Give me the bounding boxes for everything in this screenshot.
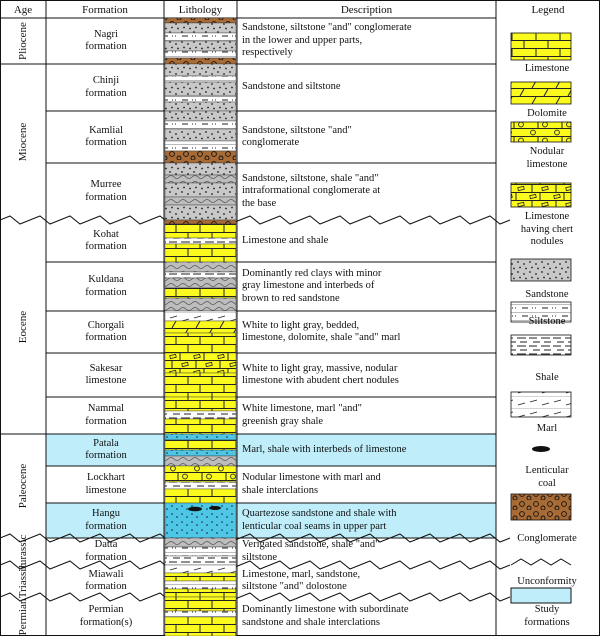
legend-swatch-dolomite [511,82,571,104]
lithology-layer-sandstone [165,102,236,111]
age-label: Permian [17,598,29,635]
coal-lens [532,446,550,452]
lithology-layer-limestone [165,617,236,636]
legend-label: Nodular limestone [526,146,568,170]
lithology-layer-sandstone [165,23,236,33]
lithology-layer-siltstone [165,96,236,102]
lithology-layer-chert [165,353,236,373]
age-label: Pliocene [17,22,29,60]
legend-label: Siltstone [528,316,566,327]
lithology-layer-limestone [165,224,236,238]
lithology-layer-shale [165,556,236,565]
lithology-layer-limestone [165,573,236,581]
lithology-layer-grey-wavy [165,456,236,466]
formation-description: Verigated sandstone, shale "and" siltstone [242,539,380,563]
lithology-layer-grey-wavy [165,538,236,547]
coal-lens [188,507,202,512]
legend-label: Limestone having chert nodules [520,211,574,247]
formation-name: Datta formation [85,539,127,563]
formation-description: White limestone, marl "and" greenish gray shale [242,403,362,427]
legend-swatch-marl [511,392,571,417]
legend-swatch-sandstone [511,259,571,281]
lithology-layer-siltstone [165,121,236,129]
lithology-column [165,18,236,636]
lithology-layer-siltstone [165,547,236,556]
formation-description: Dominantly limestone with subordinate sandstone and shale interclations [242,604,409,628]
lithology-layer-study-sand [165,434,236,440]
formation-description: Sandstone, siltstone "and" conglomerate in the lower and upper parts, respectively [242,22,412,59]
legend-label: Marl [536,423,558,434]
lithology-layer-marl [165,565,236,573]
formation-name: Kamlial formation [85,124,127,148]
lithology-layer-siltstone [165,581,236,589]
lithology-layer-conglomerate [165,151,236,163]
lithology-layer-limestone [165,589,236,597]
formation-name: Chinji formation [85,75,127,99]
lithology-layer-shale [165,411,236,419]
lithology-layer-limestone [165,397,236,411]
lithology-layer-grey-wavy [165,278,236,288]
legend-swatch-chert [511,183,571,207]
formation-description: Marl, shale with interbeds of limestone [242,443,407,455]
legend-label: Unconformity [517,576,577,587]
lithology-layer-siltstone [165,51,236,58]
lithology-layer-sandstone [165,111,236,121]
legend-label: Shale [535,372,559,383]
age-label: Jurassic [17,534,29,569]
lithology-layer-grey-wavy [165,197,236,205]
formation-name: Miawali formation [85,568,127,592]
lithology-layer-sandstone [165,205,236,220]
lithology-layer-study-sand [165,450,236,456]
lithology-layer-sandstone [165,82,236,96]
legend-label: Limestone [524,63,570,74]
formation-name: Lockhart limestone [85,472,127,496]
formation-description: Quartezose sandstone and shale with lenticular coal seams in upper part [242,508,397,532]
formation-name: Chorgali formation [85,319,127,343]
legend-swatch-shale [511,335,571,355]
lithology-layer-nodular [165,466,236,482]
lithology-layer-limestone [165,288,236,298]
lithology-layer-limestone [165,597,236,611]
formation-description: Nodular limestone with marl and shale interclations [242,472,381,496]
header-lithology: Lithology [178,4,223,16]
lithology-layer-marl [165,311,236,321]
lithology-layer-limestone [165,244,236,262]
legend-swatch-conglomerate [511,494,571,520]
lithology-layer-grey-wavy [165,298,236,311]
lithology-layer-conglomerate [165,18,236,23]
formation-description: Dominantly red clays with minor gray limestone and interbeds of brown to red sandstone [242,267,382,304]
legend-label: Dolomite [527,108,567,119]
age-label: Miocene [17,122,29,162]
header-formation: Formation [82,4,128,16]
age-label: Eocene [17,310,29,344]
header-age: Age [13,4,33,16]
lithology-layer-sandstone [165,129,236,141]
formation-description: Sandstone and siltstone [242,81,341,93]
formation-description: Sandstone, siltstone "and" conglomerate [242,124,352,148]
lithology-layer-sandstone [165,64,236,76]
lithology-layer-grey-wavy [165,175,236,183]
formation-description: Sandstone, siltstone, shale "and" intraformational conglomerate at the base [242,172,381,209]
lithology-layer-grey-wavy [165,262,236,272]
lithology-layer-shale [165,272,236,278]
legend-swatch-limestone [511,33,571,60]
header-description: Description [340,4,393,16]
lithology-layer-limestone [165,489,236,503]
formation-name: Kuldana formation [85,274,127,298]
lithology-layer-siltstone [165,141,236,151]
legend-label: Study formations [524,604,570,628]
formation-description: Limestone, marl, sandstone, siltstone "and" dolostone [242,568,361,592]
formation-name: Patala formation [85,437,127,461]
lithology-layer-shale [165,238,236,244]
coal-lens [209,506,221,510]
lithology-layer-dolomite [165,321,236,333]
lithology-layer-limestone [165,333,236,353]
formation-name: Hangu formation [85,508,127,532]
lithology-layer-sandstone [165,183,236,197]
formation-name: Sakesar limestone [85,362,127,386]
formation-name: Kohat formation [85,228,127,252]
age-label: Triassic [17,563,29,599]
legend-label: Conglomerate [517,533,577,544]
lithology-layer-conglomerate [165,220,236,224]
age-label: Paleocene [17,463,29,509]
formation-description: Limestone and shale [242,234,329,246]
header-legend: Legend [531,4,565,16]
legend-swatch-unconformity [511,559,571,565]
formation-description: White to light gray, bedded, limestone, dolomite, shale "and" marl [242,319,401,343]
lithology-layer-siltstone [165,611,236,617]
lithology-layer-siltstone [165,33,236,41]
lithology-layer-limestone [165,419,236,434]
formation-description: White to light gray, massive, nodular limestone with abudent chert nodules [242,362,399,386]
lithology-layer-sandstone [165,163,236,175]
legend-label: Sandstone [525,289,569,300]
lithology-layer-conglomerate [165,58,236,64]
lithology-layer-shale [165,482,236,489]
lithology-layer-siltstone [165,76,236,82]
lithology-layer-limestone [165,440,236,450]
lithology-layer-sandstone [165,41,236,51]
legend-label: Lenticular coal [525,465,569,489]
formation-name: Permian formation(s) [79,604,133,628]
formation-name: Nagri formation [85,28,127,52]
legend-swatch-study [511,588,571,603]
formation-name: Murree formation [85,179,127,203]
legend-swatch-nodular [511,122,571,142]
formation-name: Nammal formation [85,403,127,427]
lithology-layer-limestone [165,373,236,397]
